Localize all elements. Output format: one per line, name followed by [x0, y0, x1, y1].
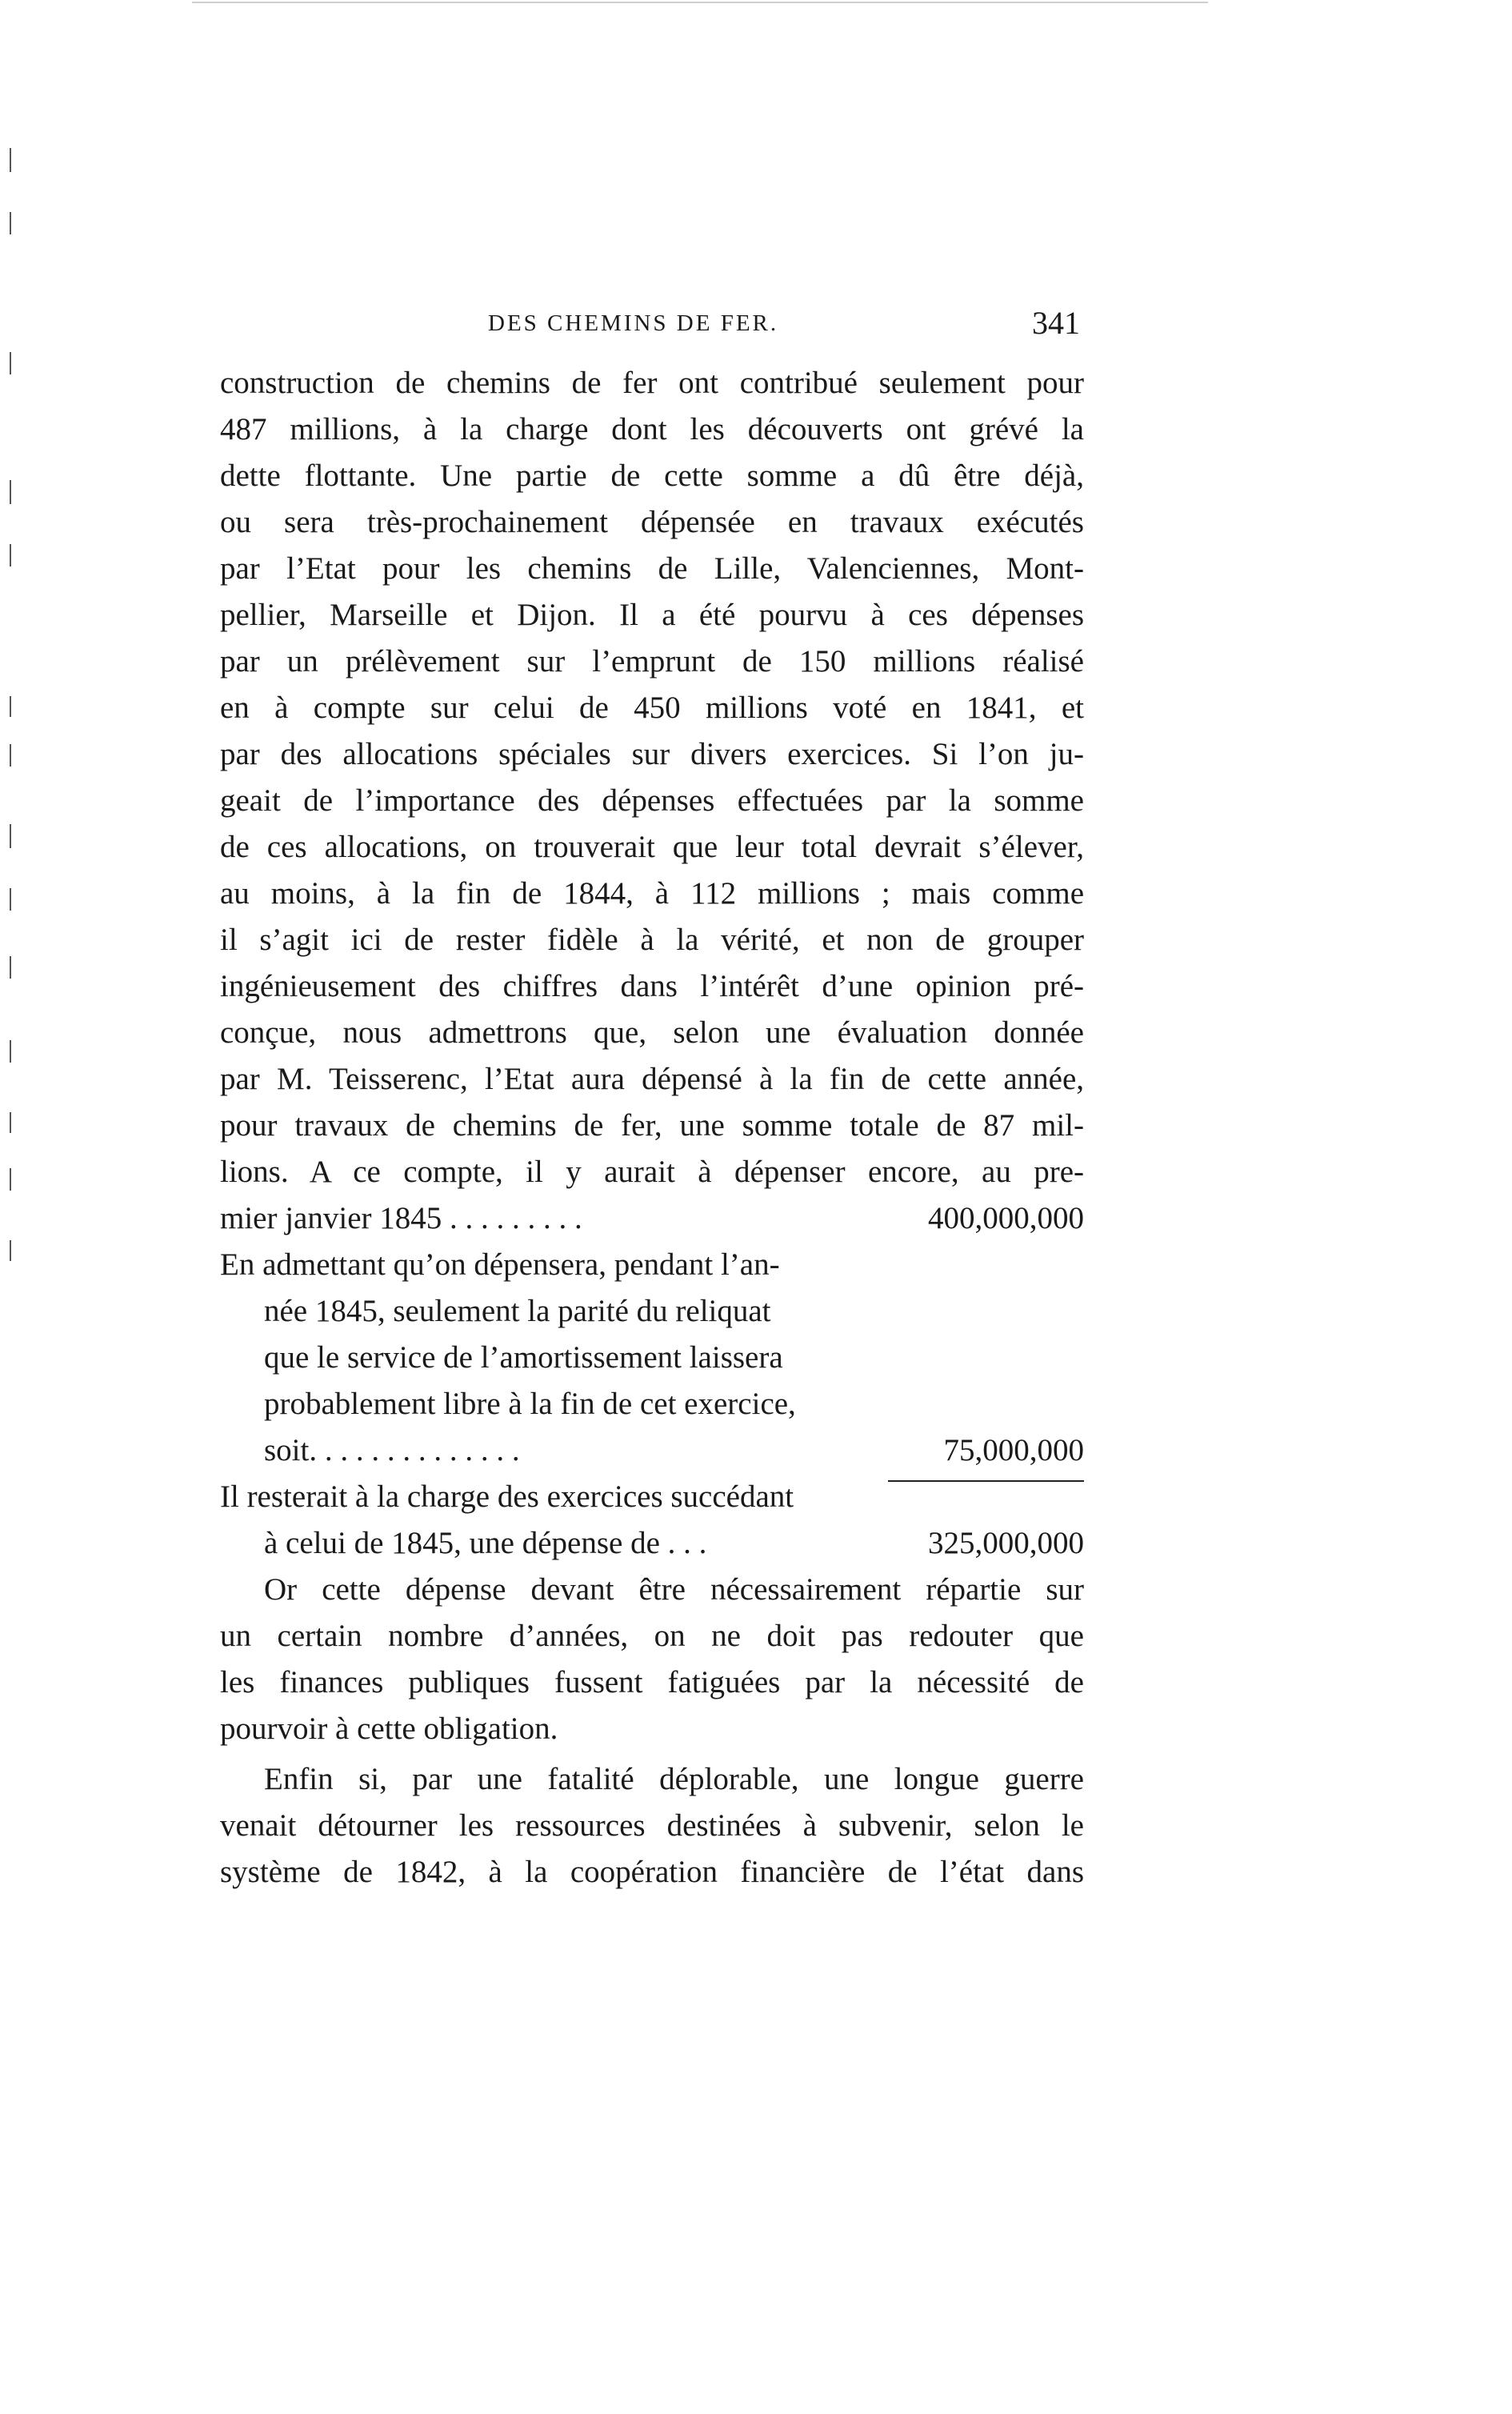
ledger-row [220, 1335, 1084, 1381]
ledger-description: En admettant qu’on dépensera, pendant l’an- [220, 1247, 780, 1282]
text-line: venait détourner les ressources destinées à subvenir, selon le [220, 1808, 1084, 1843]
text-line: Enfin si, par une fatalité déplorable, une longue guerre [264, 1762, 1084, 1796]
text-line: ou sera très-prochainement dépensée en travaux exécutés [220, 505, 1084, 539]
scan-margin-mark [10, 1240, 11, 1261]
ledger-description: probablement libre à la fin de cet exercice, [264, 1387, 796, 1421]
text-line: ingénieusement des chiffres dans l’intérêt d’une opinion pré- [220, 969, 1084, 1003]
text-line: il s’agit ici de rester fidèle à la vérité, et non de grouper [220, 923, 1084, 957]
scan-margin-mark [10, 696, 11, 717]
ledger-row [220, 1242, 1084, 1288]
text-line: Or cette dépense devant être nécessairement répartie sur [264, 1572, 1084, 1607]
text-line: pellier, Marseille et Dijon. Il a été pourvu à ces dépenses [220, 598, 1084, 632]
ledger-row [220, 1427, 1084, 1474]
text-line: lions. A ce compte, il y aurait à dépenser encore, au pre- [220, 1155, 1084, 1189]
scan-edge-line [192, 2, 1208, 3]
ledger-description: née 1845, seulement la parité du reliquat [264, 1294, 771, 1328]
ledger-description: mier janvier 1845 . . . . . . . . . [220, 1201, 582, 1235]
text-line: construction de chemins de fer ont contribué seulement pour [220, 366, 1084, 400]
scan-margin-mark [10, 888, 11, 911]
text-line: par M. Teisserenc, l’Etat aura dépensé à la fin de cette année, [220, 1062, 1084, 1096]
text-line: pour travaux de chemins de fer, une somme totale de 87 mil- [220, 1108, 1084, 1143]
ledger-description: à celui de 1845, une dépense de . . . [264, 1526, 707, 1560]
ledger-row [220, 1288, 1084, 1335]
text-line: 487 millions, à la charge dont les découverts ont grévé la [220, 412, 1084, 446]
text-line: un certain nombre d’années, on ne doit pas redouter que [220, 1619, 1084, 1653]
scan-margin-mark [10, 148, 11, 172]
ledger-description: Il resterait à la charge des exercices succédant [220, 1479, 794, 1514]
text-line: au moins, à la fin de 1844, à 112 millions ; mais comme [220, 876, 1084, 911]
ledger-amount: 75,000,000 [943, 1433, 1084, 1467]
scan-margin-mark [10, 544, 11, 566]
text-line: pourvoir à cette obligation. [220, 1711, 558, 1746]
text-line: par des allocations spéciales sur divers exercices. Si l’on ju- [220, 737, 1084, 771]
running-title: DES CHEMINS DE FER. [488, 310, 779, 336]
scan-margin-mark [10, 1168, 11, 1191]
text-line: par un prélèvement sur l’emprunt de 150 millions réalisé [220, 644, 1084, 679]
text-line: par l’Etat pour les chemins de Lille, Valenciennes, Mont- [220, 551, 1084, 586]
scan-margin-mark [10, 1112, 11, 1133]
text-line: de ces allocations, on trouverait que leur total devrait s’élever, [220, 830, 1084, 864]
scan-margin-mark [10, 352, 11, 374]
ledger-row [220, 1381, 1084, 1427]
scan-margin-mark [10, 1040, 11, 1063]
ledger-amount: 400,000,000 [928, 1201, 1084, 1235]
text-line: les finances publiques fussent fatiguées par la nécessité de [220, 1665, 1084, 1699]
text-line: conçue, nous admettrons que, selon une évaluation donnée [220, 1015, 1084, 1050]
scan-margin-mark [10, 480, 11, 504]
text-line: geait de l’importance des dépenses effectuées par la somme [220, 783, 1084, 818]
page-number: 341 [1032, 305, 1080, 341]
ledger-row [220, 1520, 1084, 1567]
text-line: dette flottante. Une partie de cette somme a dû être déjà, [220, 458, 1084, 493]
ledger-description: soit. . . . . . . . . . . . . . [264, 1433, 520, 1467]
scan-margin-mark [10, 212, 11, 234]
ledger-amount: 325,000,000 [928, 1526, 1084, 1560]
text-line: système de 1842, à la coopération financière de l’état dans [220, 1855, 1084, 1889]
text-line: en à compte sur celui de 450 millions voté en 1841, et [220, 691, 1084, 725]
scan-margin-mark [10, 956, 11, 979]
page-header [488, 305, 1080, 350]
ledger-row [220, 1474, 1084, 1520]
ledger-row [220, 1195, 1084, 1242]
scan-margin-mark [10, 824, 11, 848]
ledger-description: que le service de l’amortissement laissera [264, 1340, 783, 1375]
scan-margin-mark [10, 744, 11, 767]
